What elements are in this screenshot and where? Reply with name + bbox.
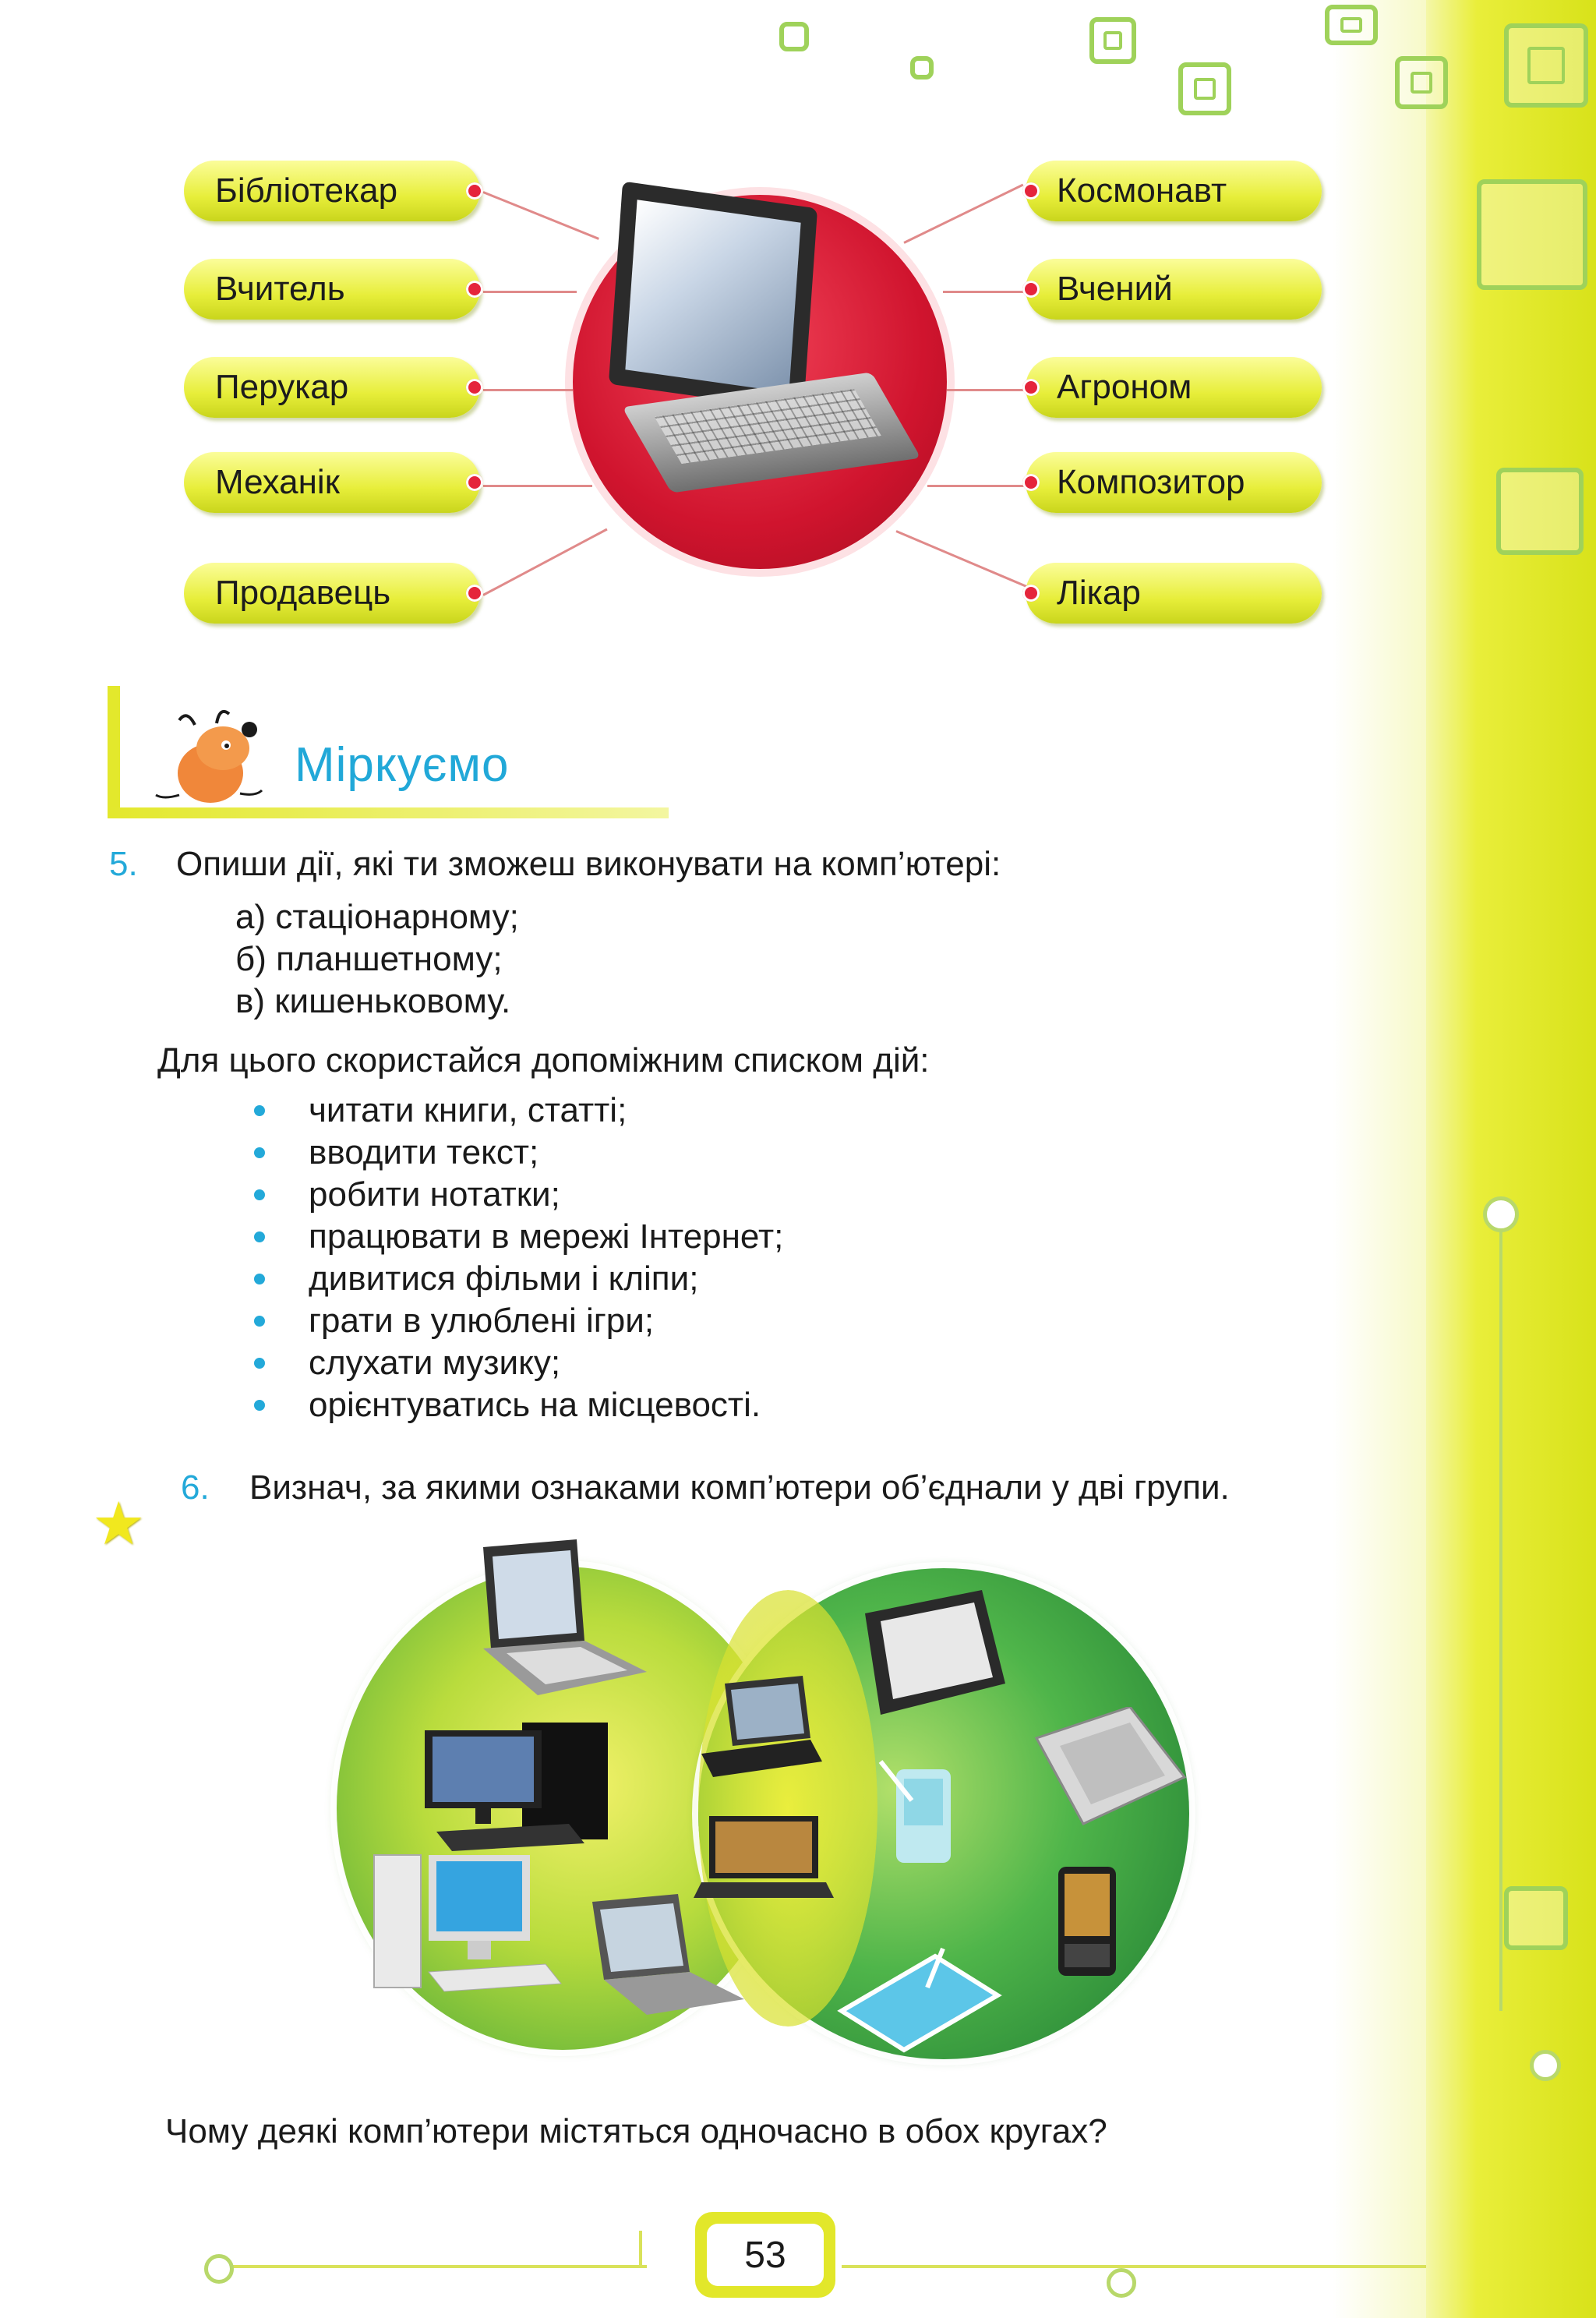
tablet-icon	[849, 1590, 1013, 1723]
decorative-circuit-dot	[1107, 2268, 1136, 2298]
profession-label: Механік	[215, 463, 340, 501]
decorative-side-strip	[1426, 0, 1596, 2318]
desktop-pc-icon	[366, 1847, 569, 2003]
connector-line	[943, 291, 1029, 293]
laptop-icon	[577, 1894, 756, 2026]
connector-line	[482, 191, 598, 240]
bullet-icon	[254, 1316, 265, 1327]
decorative-circuit-dot	[1483, 1196, 1519, 1232]
connector-dot	[1022, 585, 1040, 602]
graphics-tablet-icon	[1021, 1707, 1192, 1839]
section-accent-bar	[108, 686, 120, 818]
list-item: орієнтуватись на місцевості.	[309, 1386, 761, 1424]
profession-label: Композитор	[1057, 463, 1245, 501]
profession-pill-hairdresser	[184, 357, 480, 418]
connector-line	[895, 530, 1040, 593]
connector-dot	[1022, 474, 1040, 491]
section-title: Міркуємо	[295, 738, 510, 792]
bullet-icon	[254, 1358, 265, 1369]
list-item: вводити текст;	[309, 1133, 539, 1171]
decorative-square	[1325, 5, 1378, 45]
profession-pill-composer	[1026, 452, 1322, 513]
connector-line	[482, 528, 607, 596]
profession-label: Агроном	[1057, 368, 1192, 406]
pda-icon	[873, 1754, 974, 1871]
decorative-square	[1395, 56, 1448, 109]
decorative-square	[1504, 23, 1588, 108]
connector-dot	[466, 585, 483, 602]
bullet-icon	[254, 1231, 265, 1242]
profession-label: Вчений	[1057, 270, 1173, 308]
followup-question: Чому деякі комп’ютери містяться одночасно в обох кругах?	[165, 2112, 1107, 2150]
smartphone-icon	[1052, 1863, 1122, 1980]
page-number-box	[695, 2212, 835, 2298]
list-item: грати в улюблені ігри;	[309, 1302, 655, 1340]
footer-line	[226, 2265, 647, 2268]
decorative-square	[1504, 1886, 1568, 1950]
netbook-icon	[686, 1676, 826, 1793]
connector-dot	[466, 182, 483, 200]
profession-pill-doctor	[1026, 563, 1322, 624]
bullet-icon	[254, 1189, 265, 1200]
connector-dot	[1022, 281, 1040, 298]
decorative-square	[1477, 179, 1587, 290]
laptop-icon	[452, 1539, 655, 1703]
decorative-circuit-dot	[1530, 2050, 1561, 2081]
connector-dot	[466, 379, 483, 396]
bullet-icon	[254, 1147, 265, 1158]
profession-pill-cosmonaut	[1026, 161, 1322, 221]
connector-dot	[466, 281, 483, 298]
connector-dot	[1022, 379, 1040, 396]
profession-label: Продавець	[215, 574, 391, 612]
desktop-computer-icon	[421, 1707, 623, 1855]
decorative-square	[779, 22, 809, 51]
list-item: слухати музику;	[309, 1344, 561, 1382]
profession-pill-librarian	[184, 161, 480, 221]
question-number: 6.	[181, 1468, 210, 1507]
decorative-square	[1178, 62, 1231, 115]
question-number: 5.	[109, 845, 138, 883]
profession-pill-agronomist	[1026, 357, 1322, 418]
list-item: дивитися фільми і кліпи;	[309, 1260, 699, 1298]
profession-label: Вчитель	[215, 270, 345, 308]
connector-line	[903, 184, 1023, 244]
profession-label: Космонавт	[1057, 171, 1227, 210]
profession-pill-scientist	[1026, 259, 1322, 320]
footer-line	[842, 2265, 1426, 2268]
mascot-icon	[148, 701, 273, 811]
connector-line	[483, 389, 573, 391]
profession-pill-teacher	[184, 259, 480, 320]
bullet-icon	[254, 1105, 265, 1116]
laptop-icon	[694, 1808, 834, 1910]
option-item: б) планшетному;	[235, 940, 503, 978]
connector-dot	[1022, 182, 1040, 200]
profession-pill-seller	[184, 563, 480, 624]
profession-label: Перукар	[215, 368, 349, 406]
connector-line	[947, 389, 1029, 391]
list-intro: Для цього скористайся допоміжним списком дій:	[157, 1041, 930, 1079]
connector-line	[927, 485, 1029, 487]
connector-dot	[466, 474, 483, 491]
decorative-square	[1089, 17, 1136, 64]
option-item: а) стаціонарному;	[235, 898, 519, 936]
decorative-circuit-line	[1499, 1231, 1502, 2011]
page-number: 53	[707, 2224, 824, 2286]
list-item: читати книги, статті;	[309, 1091, 627, 1129]
profession-label: Бібліотекар	[215, 171, 398, 210]
connector-line	[483, 485, 592, 487]
star-icon: ★	[92, 1491, 146, 1557]
decorative-circuit-dot	[204, 2254, 234, 2284]
question-text: Визнач, за якими ознаками комп’ютери об’єднали у дві групи.	[249, 1468, 1230, 1507]
profession-pill-mechanic	[184, 452, 480, 513]
option-item: в) кишеньковому.	[235, 982, 511, 1020]
touch-tablet-icon	[834, 1941, 1005, 2058]
decorative-square	[1496, 468, 1584, 555]
list-item: працювати в мережі Інтернет;	[309, 1217, 784, 1256]
footer-line	[639, 2231, 642, 2267]
list-item: робити нотатки;	[309, 1175, 560, 1214]
bullet-icon	[254, 1274, 265, 1284]
profession-label: Лікар	[1057, 574, 1141, 612]
bullet-icon	[254, 1400, 265, 1411]
connector-line	[483, 291, 577, 293]
question-text: Опиши дії, які ти зможеш виконувати на комп’ютері:	[176, 845, 1001, 883]
decorative-square	[910, 56, 934, 80]
